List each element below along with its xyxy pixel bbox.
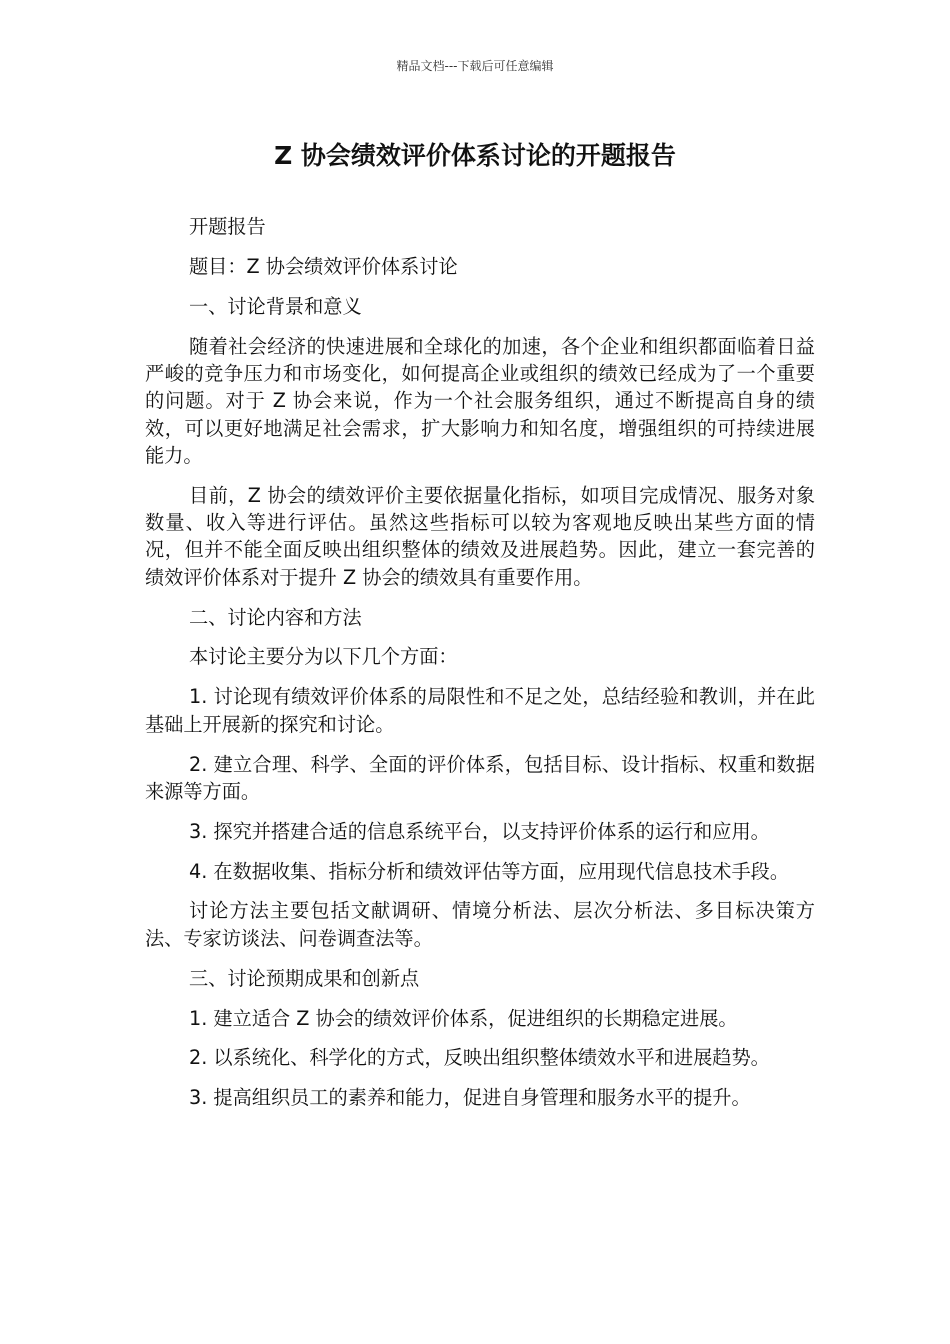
list-item-outcome-1: 1. 建立适合 Z 协会的绩效评价体系，促进组织的长期稳定进展。 <box>189 1006 738 1030</box>
list-item-outcome-2: 2. 以系统化、科学化的方式，反映出组织整体绩效水平和进展趋势。 <box>189 1046 770 1070</box>
list-item-content-4: 4. 在数据收集、指标分析和绩效评估等方面，应用现代信息技术手段。 <box>189 859 790 883</box>
list-item-outcome-3: 3. 提高组织员工的素养和能力，促进自身管理和服务水平的提升。 <box>189 1086 751 1110</box>
paragraph-methods: 讨论方法主要包括文献调研、情境分析法、层次分析法、多目标决策方法、专家访谈法、问卷调查法等。 <box>145 899 815 950</box>
paragraph-topic: 题目：Z 协会绩效评价体系讨论 <box>189 254 458 278</box>
paragraph-label: 开题报告 <box>189 215 266 238</box>
paragraph-background-2: 目前，Z 协会的绩效评价主要依据量化指标，如项目完成情况、服务对象数量、收入等进行评估。虽然这些指标可以较为客观地反映出某些方面的情况，但并不能全面反映出组织整体的绩效及进展趋势。因此，建立一套完善的绩效评价体系对于提升 Z 协会的绩效具有重要作用。 <box>145 483 815 589</box>
section-heading-background: 一、讨论背景和意义 <box>189 294 362 318</box>
list-item-content-2: 2. 建立合理、科学、全面的评价体系，包括目标、设计指标、权重和数据来源等方面。 <box>145 752 815 803</box>
list-item-content-3: 3. 探究并搭建合适的信息系统平台，以支持评价体系的运行和应用。 <box>189 819 770 843</box>
paragraph-background-1: 随着社会经济的快速进展和全球化的加速，各个企业和组织都面临着日益严峻的竞争压力和市场变化，如何提高企业或组织的绩效已经成为了一个重要的问题。对于 Z 协会来说，作为一个社会服务组织，通过不断提高自身的绩效，可以更好地满足社会需求，扩大影响力和知名度，增强组织的可持续进展能力。 <box>145 334 815 467</box>
paragraph-content-intro: 本讨论主要分为以下几个方面： <box>189 645 458 669</box>
section-heading-outcomes: 三、讨论预期成果和创新点 <box>189 966 420 990</box>
list-item-content-1: 1. 讨论现有绩效评价体系的局限性和不足之处，总结经验和教训，并在此基础上开展新的探究和讨论。 <box>145 685 815 736</box>
document-body <box>145 213 815 1124</box>
section-heading-content-methods: 二、讨论内容和方法 <box>189 605 362 629</box>
document-title: Z 协会绩效评价体系讨论的开题报告 <box>274 141 676 170</box>
page-header: 精品文档---下载后可任意编辑 <box>396 59 554 73</box>
